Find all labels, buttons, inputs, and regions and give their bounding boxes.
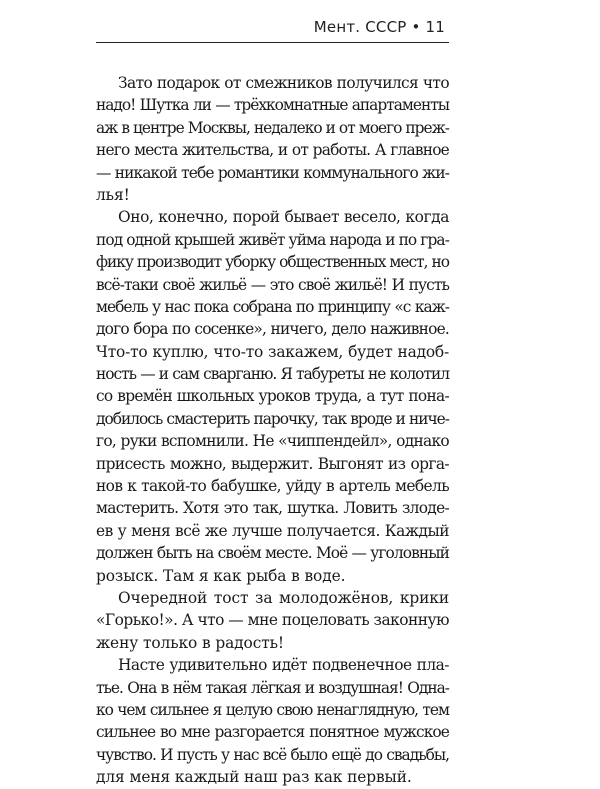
text-line: добилось смастерить парочку, так вроде и ниче- xyxy=(96,409,449,428)
text-line: всё-таки своё жильё — это своё жильё! И пусть xyxy=(96,275,449,294)
body-text xyxy=(96,72,449,789)
text-line: тье. Она в нём такая лёгкая и воздушная! Одна- xyxy=(96,678,449,697)
text-line: го, руки вспомнили. Не «чиппендейл», однако xyxy=(96,432,449,451)
running-head-title: Мент. СССР xyxy=(313,18,407,36)
running-head-text xyxy=(314,18,445,36)
text-line: для меня каждый наш раз как первый. xyxy=(96,768,412,787)
text-line: Насте удивительно идёт подвенечное пла- xyxy=(118,656,449,675)
text-line: мастерить. Хотя это так, шутка. Ловить злоде- xyxy=(96,499,449,518)
text-line: розыск. Там я как рыба в воде. xyxy=(96,566,346,585)
text-line: мебель у нас пока собрана по принципу «с каж- xyxy=(96,297,449,316)
text-line: нов к такой-то бабушке, уйду в артель мебель xyxy=(96,477,449,496)
text-line: лья! xyxy=(96,185,130,204)
paragraph xyxy=(96,654,449,788)
text-line: дого бора по сосенке», ничего, дело наживное. xyxy=(96,320,449,339)
running-head-separator: • xyxy=(411,18,421,36)
text-line: под одной крышей живёт уйма народа и по гра- xyxy=(96,230,449,249)
text-line: него места жительства, и от работы. А главное xyxy=(96,141,449,160)
page-number: 11 xyxy=(425,18,445,36)
text-line: аж в центре Москвы, недалеко и от моего преж- xyxy=(96,118,449,137)
text-line: сильнее во мне разгорается понятное мужское xyxy=(96,723,449,742)
paragraph xyxy=(96,72,449,206)
text-line: ность — и сам сварганю. Я табуреты не колотил xyxy=(96,365,449,384)
paragraph xyxy=(96,587,449,654)
text-line: «Горько!». А что — мне поцеловать законную xyxy=(96,611,449,630)
text-line: чувство. И пусть у нас всё было ещё до свадьбы, xyxy=(96,745,449,764)
text-line: Оно, конечно, порой бывает весело, когда xyxy=(118,208,449,227)
text-line: Очередной тост за молодожёнов, крики xyxy=(118,588,449,607)
text-line: Что-то куплю, что-то закажем, будет надоб- xyxy=(96,342,449,361)
text-line: фику производит уборку общественных мест, но xyxy=(96,253,449,272)
text-line: ев у меня всё же лучше получается. Каждый xyxy=(96,521,449,540)
text-line: ко чем сильнее я целую свою ненаглядную, тем xyxy=(96,700,449,719)
text-line: должен быть на своём месте. Моё — уголовный xyxy=(96,544,449,563)
paragraph xyxy=(96,206,449,587)
text-line: присесть можно, выдержит. Выгонят из орга- xyxy=(96,454,449,473)
text-line: Зато подарок от смежников получился что xyxy=(118,74,449,92)
running-head xyxy=(96,18,449,43)
text-line: со времён школьных уроков труда, а тут пона- xyxy=(96,387,449,406)
text-line: — никакой тебе романтики коммунального жи- xyxy=(96,163,449,182)
text-line: жену только в радость! xyxy=(96,633,285,652)
text-line: надо! Шутка ли — трёхкомнатные апартаменты xyxy=(96,96,449,115)
